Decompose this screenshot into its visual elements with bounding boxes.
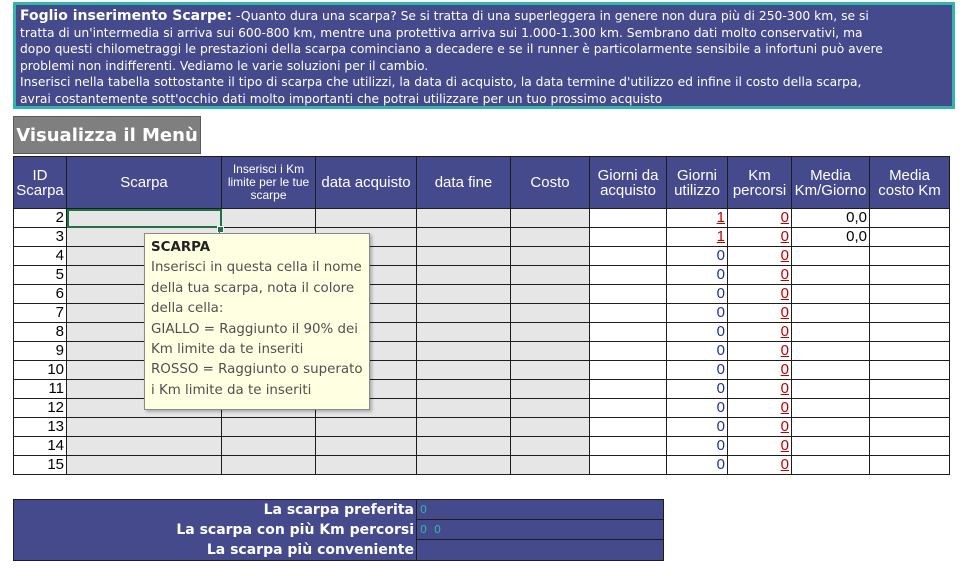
cell-data-fine[interactable] [417,247,511,266]
cell-media-km[interactable] [792,247,870,266]
cell-giorni-utilizzo[interactable] [667,342,728,361]
cell-media-km[interactable] [792,323,870,342]
cell-giorni-acquisto[interactable] [590,342,667,361]
cell-data-fine[interactable] [417,209,511,228]
summary-label: La scarpa più conveniente [206,542,414,558]
cell-media-costo[interactable] [870,266,950,285]
cell-giorni-acquisto[interactable] [590,361,667,380]
summary-value-piu-km[interactable]: 0 0 [416,520,663,540]
km-percorsi-link[interactable]: 0 [780,304,789,321]
cell-scarpa[interactable] [67,209,222,228]
cell-km-limite[interactable] [222,418,316,437]
cell-id: 3 [14,228,67,247]
tooltip-line: GIALLO = Raggiunto il 90% dei [151,321,358,337]
cell-km-limite[interactable] [222,209,316,228]
info-line: dopo questi chilometraggi le prestazioni della scarpa cominciano a decadere e se il runner è particolarmente sensibile a infortuni può avere [20,42,883,57]
tooltip-line: Km limite da te inseriti [151,342,304,358]
giorni-utilizzo-value: 0 [716,285,725,302]
cell-giorni-utilizzo[interactable] [667,361,728,380]
table-row [14,418,950,437]
cell-media-km[interactable] [792,361,870,380]
info-line: tratta di un'intermedia si arriva sui 600-800 km, mentre una protettiva arriva sui 1.000-1.300 km. Sembrano dati molto conservativi, ma [20,25,863,40]
cell-km-percorsi[interactable] [728,342,792,361]
cell-giorni-acquisto[interactable] [590,285,667,304]
tooltip-line: ROSSO = Raggiunto o superato [151,362,363,378]
km-percorsi-link[interactable]: 0 [780,247,789,264]
cell-id: 15 [14,456,67,475]
cell-giorni-utilizzo[interactable] [667,456,728,475]
summary-label: La scarpa con più Km percorsi [176,522,414,538]
cell-costo[interactable] [511,266,590,285]
cell-media-costo[interactable] [870,456,950,475]
cell-data-fine[interactable] [417,418,511,437]
cell-giorni-utilizzo[interactable] [667,399,728,418]
cell-costo[interactable] [511,285,590,304]
summary-value-preferita[interactable]: 0 [416,500,663,520]
km-percorsi-link[interactable]: 0 [780,437,789,454]
cell-giorni-acquisto[interactable] [590,418,667,437]
cell-km-limite[interactable] [222,456,316,475]
km-percorsi-link[interactable]: 0 [780,209,789,226]
cell-media-costo[interactable] [870,247,950,266]
cell-id: 4 [14,247,67,266]
cell-media-km[interactable] [792,304,870,323]
km-percorsi-link[interactable]: 0 [780,285,789,302]
cell-id: 10 [14,361,67,380]
summary-label: La scarpa preferita [263,502,414,518]
km-percorsi-link[interactable]: 0 [780,323,789,340]
cell-costo[interactable] [511,361,590,380]
table-row [14,456,950,475]
giorni-utilizzo-value: 0 [716,418,725,435]
cell-costo[interactable] [511,456,590,475]
cell-giorni-utilizzo[interactable] [667,247,728,266]
cell-giorni-acquisto[interactable] [590,456,667,475]
cell-id: 14 [14,437,67,456]
giorni-utilizzo-value: 0 [716,380,725,397]
tooltip-line: della tua scarpa, nota il colore [151,280,355,296]
cell-media-km[interactable] [792,437,870,456]
cell-data-acquisto[interactable] [316,418,417,437]
giorni-utilizzo-value: 0 [716,437,725,454]
cell-id: 8 [14,323,67,342]
cell-id: 6 [14,285,67,304]
km-percorsi-link[interactable]: 0 [780,361,789,378]
col-header-media-costo: Media costo Km [870,157,950,209]
cell-data-fine[interactable] [417,304,511,323]
km-percorsi-link[interactable]: 0 [780,342,789,359]
cell-media-km[interactable]: 0,0 [792,228,870,247]
cell-km-percorsi[interactable] [728,437,792,456]
cell-data-fine[interactable] [417,380,511,399]
cell-costo[interactable] [511,228,590,247]
tooltip-line: della cella: [151,301,224,317]
giorni-utilizzo-value: 0 [716,304,725,321]
cell-data-fine[interactable] [417,228,511,247]
col-header-giorni-acquisto: Giorni da acquisto [590,157,667,209]
cell-giorni-utilizzo[interactable] [667,418,728,437]
cell-costo[interactable] [511,342,590,361]
table-row [14,437,950,456]
giorni-utilizzo-value[interactable]: 1 [716,209,725,226]
cell-media-costo[interactable] [870,323,950,342]
cell-km-percorsi[interactable] [728,266,792,285]
km-percorsi-link[interactable]: 0 [780,399,789,416]
km-percorsi-link[interactable]: 0 [780,418,789,435]
cell-data-fine[interactable] [417,399,511,418]
summary-value-conveniente[interactable] [416,540,663,560]
giorni-utilizzo-value: 0 [716,399,725,416]
cell-giorni-utilizzo[interactable] [667,437,728,456]
cell-media-costo[interactable] [870,361,950,380]
cell-data-fine[interactable] [417,323,511,342]
summary-panel [13,499,664,561]
cell-data-acquisto[interactable] [316,456,417,475]
cell-km-percorsi[interactable] [728,323,792,342]
cell-data-acquisto[interactable] [316,437,417,456]
tooltip-title: SCARPA [151,240,211,255]
cell-costo[interactable] [511,247,590,266]
info-title: Foglio inserimento Scarpe: [20,8,233,24]
cell-costo[interactable] [511,399,590,418]
cell-giorni-acquisto[interactable] [590,304,667,323]
cell-km-percorsi[interactable] [728,304,792,323]
info-line: avrai costantemente sott'occhio dati molto importanti che potrai utilizzare per un tuo prossimo acquisto [20,91,663,106]
cell-data-acquisto[interactable] [316,209,417,228]
cell-data-fine[interactable] [417,456,511,475]
cell-media-costo[interactable] [870,228,950,247]
col-header-giorni-utilizzo: Giorni utilizzo [667,157,728,209]
cell-giorni-acquisto[interactable] [590,380,667,399]
cell-km-percorsi[interactable] [728,209,792,228]
cell-giorni-utilizzo[interactable] [667,266,728,285]
cell-id: 5 [14,266,67,285]
info-line: -Quanto dura una scarpa? Se si tratta di una superleggera in genere non dura più di 250-300 km, se si [232,9,869,23]
summary-row-piu-km [14,520,663,540]
cell-id: 13 [14,418,67,437]
summary-row-conveniente [14,540,663,560]
cell-data-fine[interactable] [417,342,511,361]
cell-giorni-acquisto[interactable] [590,209,667,228]
cell-costo[interactable] [511,437,590,456]
cell-km-limite[interactable] [222,437,316,456]
giorni-utilizzo-value: 0 [716,266,725,283]
cell-scarpa[interactable] [67,456,222,475]
cell-costo[interactable] [511,304,590,323]
cell-media-km[interactable] [792,285,870,304]
cell-media-costo[interactable] [870,380,950,399]
km-percorsi-link[interactable]: 0 [780,380,789,397]
info-box [13,2,955,109]
cell-giorni-utilizzo[interactable] [667,304,728,323]
info-line: problemi non indifferenti. Vediamo le varie soluzioni per il cambio. [20,58,429,73]
col-header-costo: Costo [511,157,590,209]
cell-media-km[interactable] [792,380,870,399]
km-percorsi-link[interactable]: 0 [780,228,789,245]
cell-giorni-acquisto[interactable] [590,323,667,342]
cell-km-percorsi[interactable] [728,399,792,418]
cell-costo[interactable] [511,380,590,399]
cell-media-costo[interactable] [870,418,950,437]
cell-km-percorsi[interactable] [728,418,792,437]
cell-data-fine[interactable] [417,437,511,456]
cell-km-percorsi[interactable] [728,247,792,266]
info-line: Inserisci nella tabella sottostante il tipo di scarpa che utilizzi, la data di acquisto, la data termine d'utilizzo ed infine il costo della scarpa, [20,75,862,90]
cell-media-costo[interactable] [870,437,950,456]
summary-row-preferita [14,500,663,520]
cell-giorni-acquisto[interactable] [590,266,667,285]
col-header-km-limite: Inserisci i Km limite per le tue scarpe [222,157,316,209]
cell-scarpa[interactable] [67,418,222,437]
col-header-scarpa: Scarpa [67,157,222,209]
col-header-media-km: Media Km/Giorno [792,157,870,209]
cell-km-percorsi[interactable] [728,361,792,380]
col-header-km-percorsi: Km percorsi [728,157,792,209]
cell-media-costo[interactable] [870,209,950,228]
cell-giorni-acquisto[interactable] [590,399,667,418]
km-percorsi-link[interactable]: 0 [780,456,789,473]
cell-id: 2 [14,209,67,228]
cell-km-percorsi[interactable] [728,456,792,475]
cell-costo[interactable] [511,209,590,228]
cell-giorni-utilizzo[interactable] [667,228,728,247]
col-header-id: ID Scarpa [14,157,67,209]
cell-data-fine[interactable] [417,266,511,285]
giorni-utilizzo-value: 0 [716,342,725,359]
cell-km-percorsi[interactable] [728,380,792,399]
giorni-utilizzo-value: 0 [716,323,725,340]
km-percorsi-link[interactable]: 0 [780,266,789,283]
cell-data-fine[interactable] [417,285,511,304]
cell-km-percorsi[interactable] [728,228,792,247]
cell-km-percorsi[interactable] [728,285,792,304]
cell-data-fine[interactable] [417,361,511,380]
col-header-data-acquisto: data acquisto [316,157,417,209]
cell-comment-tooltip [144,233,370,410]
col-header-data-fine: data fine [417,157,511,209]
cell-media-costo[interactable] [870,342,950,361]
cell-media-costo[interactable] [870,285,950,304]
table-row [14,209,950,228]
cell-giorni-utilizzo[interactable] [667,323,728,342]
cell-media-km[interactable] [792,456,870,475]
cell-id: 12 [14,399,67,418]
cell-giorni-utilizzo[interactable] [667,209,728,228]
cell-giorni-acquisto[interactable] [590,228,667,247]
cell-media-km[interactable] [792,342,870,361]
giorni-utilizzo-value: 0 [716,456,725,473]
cell-costo[interactable] [511,418,590,437]
cell-giorni-utilizzo[interactable] [667,285,728,304]
tooltip-line: i Km limite da te inseriti [151,382,312,398]
cell-media-km[interactable] [792,266,870,285]
cell-scarpa[interactable] [67,437,222,456]
tooltip-line: Inserisci in questa cella il nome [151,260,362,276]
cell-media-km[interactable]: 0,0 [792,209,870,228]
show-menu-button[interactable]: Visualizza il Menù [13,116,201,154]
cell-id: 9 [14,342,67,361]
giorni-utilizzo-value[interactable]: 1 [716,228,725,245]
cell-giorni-utilizzo[interactable] [667,380,728,399]
cell-media-costo[interactable] [870,399,950,418]
cell-giorni-acquisto[interactable] [590,247,667,266]
cell-media-km[interactable] [792,418,870,437]
giorni-utilizzo-value: 0 [716,361,725,378]
cell-id: 7 [14,304,67,323]
giorni-utilizzo-value: 0 [716,247,725,264]
cell-costo[interactable] [511,323,590,342]
cell-media-km[interactable] [792,399,870,418]
cell-media-costo[interactable] [870,304,950,323]
cell-giorni-acquisto[interactable] [590,437,667,456]
cell-id: 11 [14,380,67,399]
